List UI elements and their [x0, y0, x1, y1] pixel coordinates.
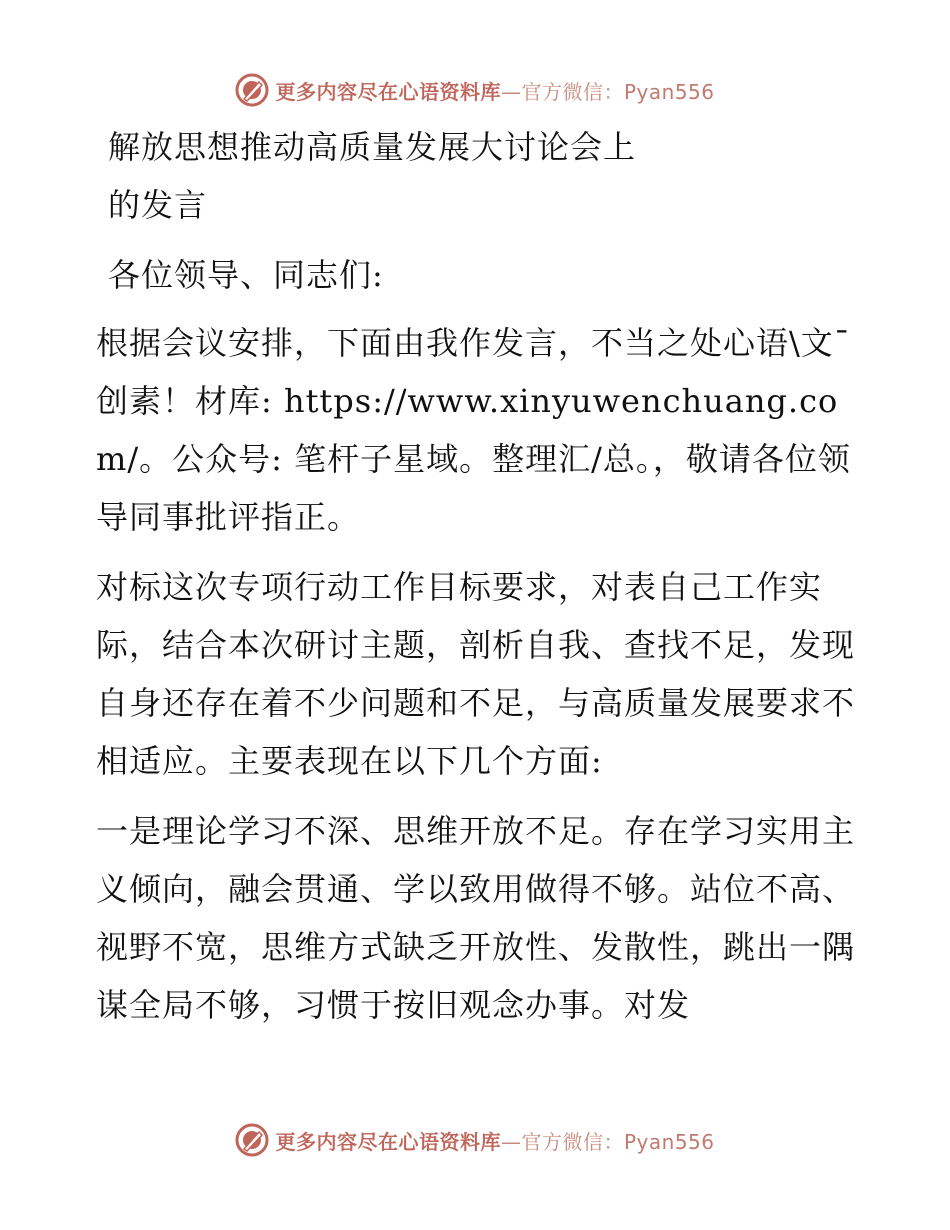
document-title-line1: 解放思想推动高质量发展大讨论会上 [108, 128, 637, 166]
salutation: 各位领导、同志们: [108, 256, 384, 294]
document-title-line2: 的发言 [108, 186, 208, 224]
footer-watermark [0, 1120, 950, 1160]
document-body [96, 118, 856, 1034]
header-watermark [0, 70, 950, 110]
brand-logo-icon [235, 1123, 269, 1157]
watermark-suffix: 官方微信： [521, 1129, 624, 1154]
watermark-suffix: 官方微信： [521, 79, 624, 104]
paragraph-intro: 根据会议安排，下面由我作发言，不当之处心语\文¯创素！材库: https://www.xinyuwenchuang.com/。公众号: 笔杆子星域。整理汇/总。，敬请各位领导同事批评指正。 [96, 324, 851, 536]
paragraph-point-one: 一是理论学习不深、思维开放不足。存在学习实用主义倾向，融会贯通、学以致用做得不够。站位不高、视野不宽，思维方式缺乏开放性、发散性，跳出一隅谋全局不够，习惯于按旧观念办事。对发 [96, 812, 856, 1024]
watermark-brand: 更多内容尽在心语资料库 [275, 79, 501, 104]
brand-logo-icon [235, 73, 269, 107]
paragraph-problems: 对标这次专项行动工作目标要求，对表自己工作实际，结合本次研讨主题，剖析自我、查找不足，发现自身还存在着不少问题和不足，与高质量发展要求不相适应。主要表现在以下几个方面: [96, 568, 856, 780]
watermark-separator: — [500, 1129, 522, 1154]
watermark-id: Pyan556 [623, 1129, 715, 1154]
watermark-text [275, 1126, 714, 1155]
watermark-separator: — [500, 79, 522, 104]
watermark-id: Pyan556 [623, 79, 715, 104]
watermark-brand: 更多内容尽在心语资料库 [275, 1129, 501, 1154]
watermark-text [275, 76, 714, 105]
